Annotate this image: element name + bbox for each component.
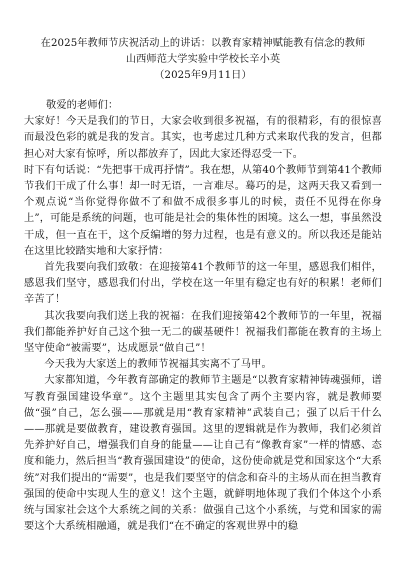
paragraph-4: 其次我要向我们送上我的祝福：在我们迎接第42个教师节的一年里，祝福我们都能养护好自己这个独一无二的碳基硬件！祝福我们都能在教育的主场上坚守使命“被需要”，达成愿景“做自己”！: [24, 310, 382, 355]
speaker-line: 山西师范大学实验中学校长辛小英: [125, 54, 281, 65]
paragraph-5: 今天我为大家送上的教师节祝福其实离不了马甲。: [44, 359, 272, 371]
speech-body: [24, 98, 382, 535]
spacer: [24, 84, 382, 98]
paragraph-6: 大家都知道，今年教育部确定的教师节主题是“以教育家精神铸魂强师，谱写教育强国建设华章”。这个主题里其实包含了两个主要内容，就是教师要做“强”自己，怎么强——那就是用“教育家精神”武装自己；强了以后干什么——那就是要做教育，建设教育强国。这里的逻辑就是作为教师，我们必须首先养护好自己，增强我们自身的能量——让自己有“像教育家”一样的情感、态度和能力，然后担当“教育强国建设”的使命，这份使命就是党和国家这个“大系统”对我们提出的“需要”，也是我们要坚守的信念和奋斗的主场从而在担当教育强国的使命中实现人生的意义！这个主题，就鲜明地体现了我们个体这个小系统与国家社会这个大系统之间的关系：做强自己这个小系统，与党和国家的需要这个大系统相融通，就是我们“在不确定的客观世界中的稳: [24, 375, 382, 533]
paragraph-2: 时下有句话说：“先把事干成再抒情”。我在想，从第40个教师节到第41个教师节我们干成了什么事！却一时无语，一言难尽。蓦巧的是，这两天我又看到一个观点说“当你觉得你做不了和做不成很多事儿的时候，责任不见得在你身上”，可能是系统的问题，也可能是社会的集体性的困境。这么一想，事虽然没干成，但一直在干，这个反编增的努力过程，也是有意义的。所以我还是能站在这里比较踏实地和大家抒情：: [24, 164, 382, 257]
speech-header: [24, 36, 382, 84]
speech-title: 在2025年教师节庆祝活动上的讲话：以教育家精神赋能教有信念的教师: [40, 38, 366, 49]
paragraph-1: 大家好！今天是我们的节日，大家会收到很多祝福，有的很精彩，有的很惊喜而最没色彩的就是我的发言。其实，也考虑过几种方式来取代我的发言，但都担心对大家有惊呼，所以都放弃了，因此大家还得忍受一下。: [24, 116, 382, 160]
speech-date: （2025年9月11日）: [154, 70, 252, 81]
paragraph-3: 首先我要向我们致敬：在迎接第41个教师节的这一年里，感恩我们相伴，感恩我们坚守，感恩我们付出，学校在这一年里有稳定也有好的积累！老师们辛苦了！: [24, 262, 382, 306]
greeting: 敬爱的老师们：: [46, 100, 119, 111]
